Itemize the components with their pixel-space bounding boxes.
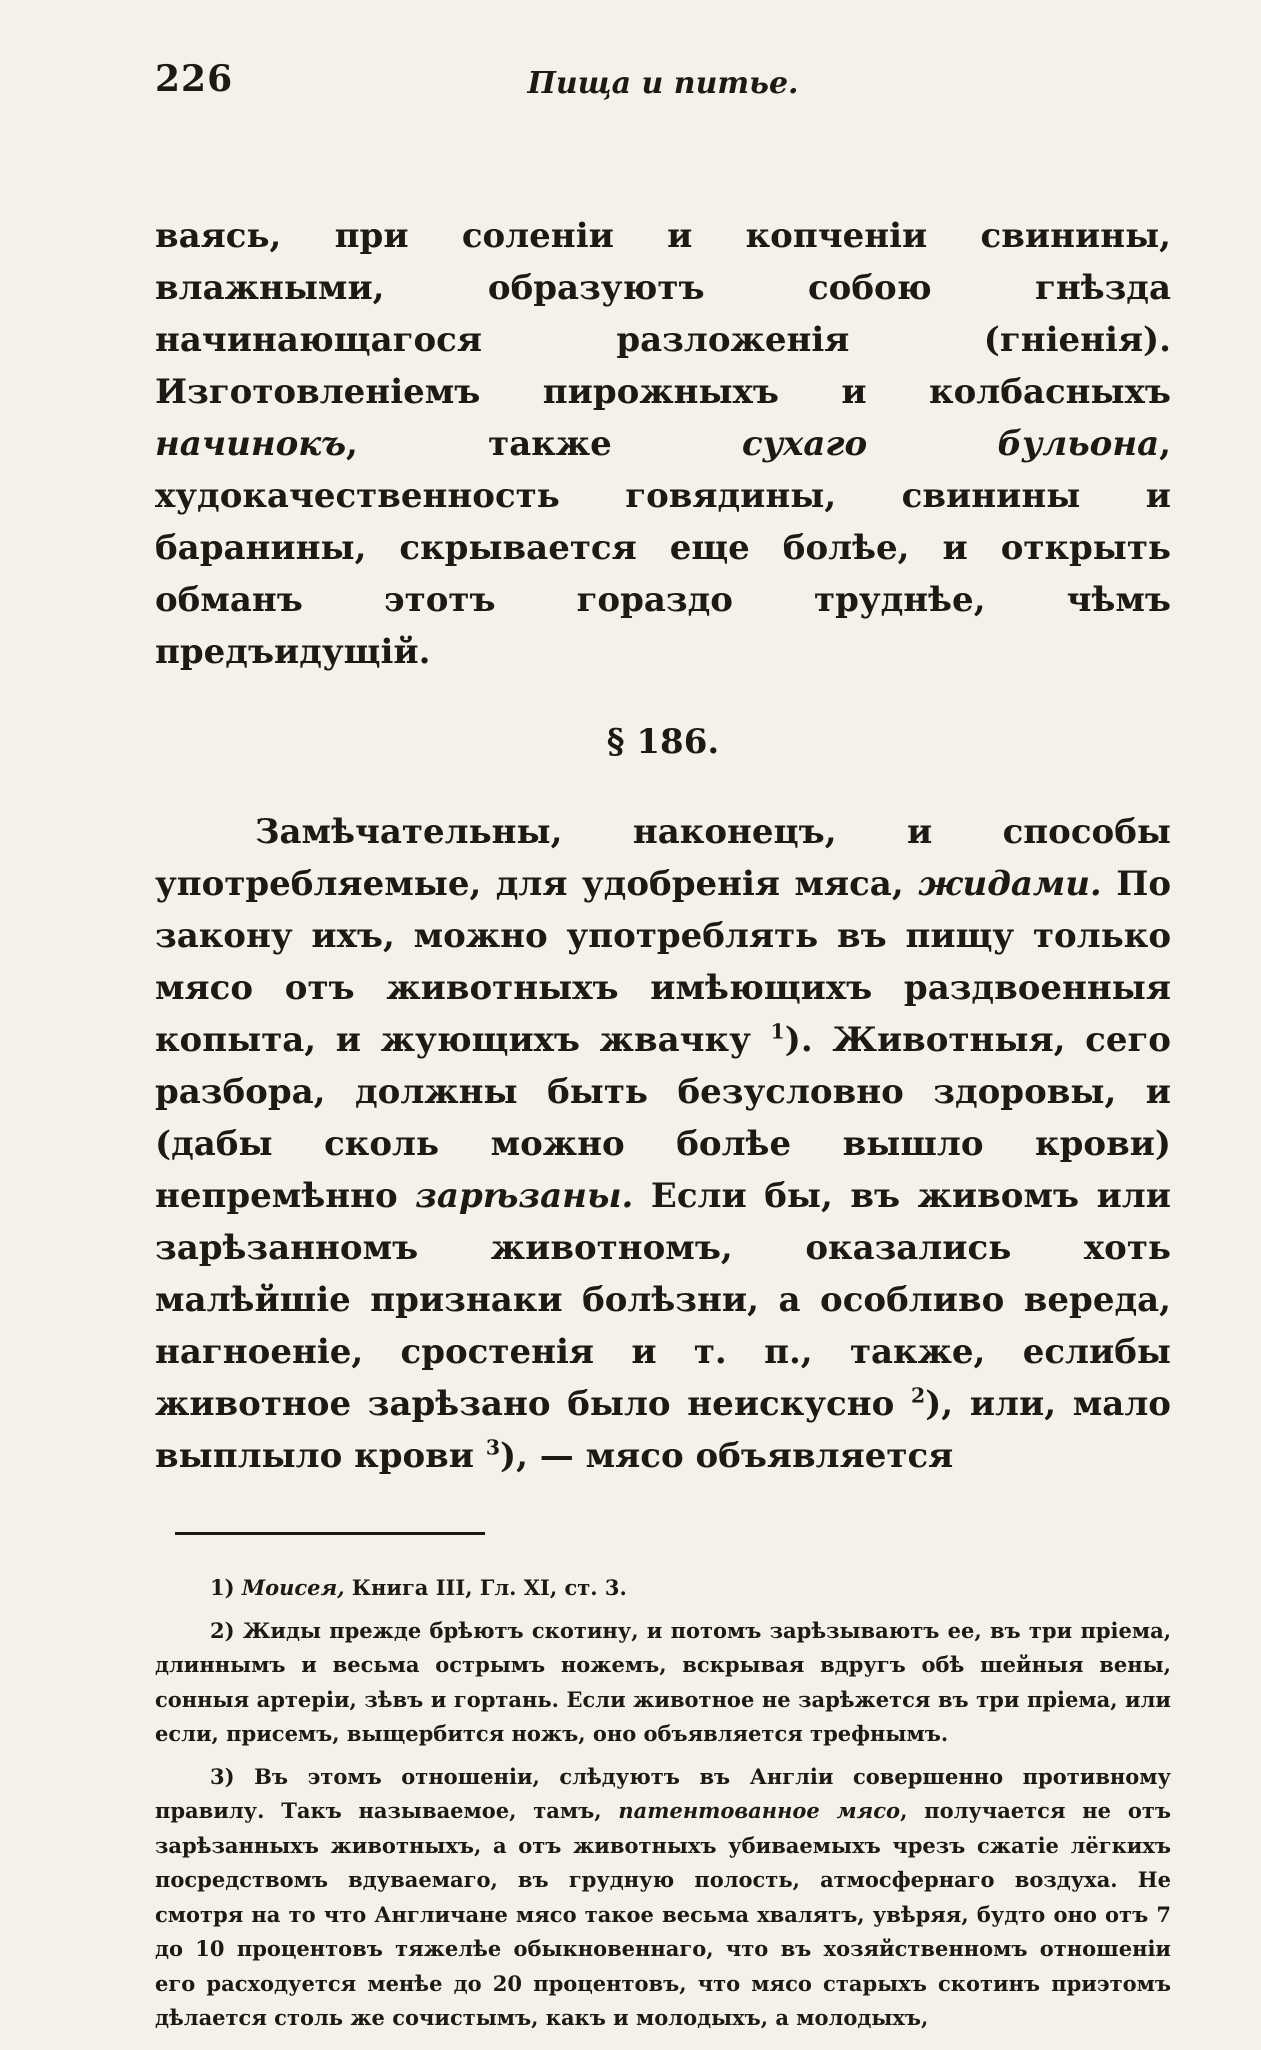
footnote-number: 1) — [210, 1575, 235, 1600]
page-number: 226 — [155, 58, 234, 100]
footnote-divider — [175, 1532, 485, 1535]
footnote-number: 2) — [210, 1617, 235, 1643]
running-title: Пища и питье. — [527, 66, 799, 101]
footnote-1 — [155, 1571, 1171, 1606]
book-page — [155, 58, 1172, 2030]
paragraph-text: ). Животныя, сего разбора, должны быть безусловно здоровы, и (дабы сколь можно болѣе вышло крови) непремѣнно — [155, 1020, 1171, 1216]
section-heading: § 186. — [606, 722, 720, 762]
footnote-text: , получается не отъ зарѣзанныхъ животныхъ, а отъ животныхъ убиваемыхъ чрезъ сжатіе лёгкихъ посредствомъ вдуваемаго, въ грудную полость, атмосфернаго воздуха. Не смотря на то что Англичане мясо такое весьма хвалятъ, увѣряя, будто оно отъ 7 до 10 процентовъ тяжелѣе обыкновеннаго, что въ хозяйственномъ отношеніи его расходуется менѣе до 20 процентовъ, что мясо старыхъ скотинъ приэтомъ дѣлается столь же сочистымъ, какъ и молодыхъ, а молодыхъ, — [155, 1798, 1171, 2030]
emphasis-jews: жидами. — [918, 864, 1102, 904]
footnote-ref-1: 1 — [770, 1019, 785, 1044]
paragraph-text: ), или, мало выплыло крови — [155, 1384, 1171, 1476]
footnote-2 — [155, 1614, 1171, 1752]
paragraph-text: Если бы, въ живомъ или зарѣзанномъ животномъ, оказались хоть малѣйшіе признаки болѣзни, а особливо вереда, нагноеніе, сростенія и т. п., также, еслибы животное зарѣзано было неискусно — [155, 1176, 1171, 1424]
footnote-3 — [155, 1760, 1171, 2036]
paragraph-text: , худокачественность говядины, свинины и баранины, скрывается еще болѣе, и открыть обманъ этотъ гораздо труднѣе, чѣмъ предъидущій. — [155, 424, 1171, 672]
emphasis-fillings: начинокъ — [155, 424, 347, 464]
paragraph-text: По закону ихъ, можно употреблять въ пищу только мясо отъ животныхъ имѣющихъ раздвоенныя копыта, и жующихъ жвачку — [155, 864, 1172, 1060]
footnote-number: 3) — [210, 1763, 235, 1789]
paragraph-text: , также — [346, 424, 743, 464]
paragraph-text: ваясь, при соленіи и копченіи свинины, влажными, образуютъ собою гнѣзда начинающагося разложенія (гніенія). Изготовленіемъ пирожныхъ и колбасныхъ — [155, 216, 1171, 412]
footnotes — [155, 1571, 1171, 2036]
footnote-emphasis: патентованное мясо — [618, 1798, 901, 1823]
footnote-ref-3: 3 — [485, 1435, 501, 1460]
footnote-text: Въ этомъ отношеніи, слѣдуютъ въ Англіи совершенно противному правилу. Такъ называемое, тамъ, — [155, 1763, 1171, 1823]
paragraph-section-186 — [155, 806, 1171, 1482]
footnote-text: Жиды прежде брѣютъ скотину, и потомъ зарѣзываютъ ее, въ три пріема, длиннымъ и весьма острымъ ножемъ, вскрывая вдругъ обѣ шейныя вены, сонныя артеріи, зѣвъ и гортань. Если животное не зарѣжется въ три пріема, или если, присемъ, выщербится ножъ, оно объявляется трефнымъ. — [155, 1617, 1171, 1746]
page-header — [155, 58, 1171, 118]
footnote-text: Книга III, Гл. XI, ст. 3. — [344, 1575, 627, 1600]
footnote-ref-2: 2 — [911, 1383, 926, 1408]
paragraph-text: ), — мясо объявляется — [500, 1436, 954, 1476]
paragraph-text: Замѣчательны, наконецъ, и способы употребляемые, для удобренія мяса, — [155, 812, 1171, 904]
body-text — [155, 210, 1171, 1482]
emphasis-slaughtered: зарѣзаны. — [415, 1176, 634, 1216]
paragraph-continued — [155, 210, 1171, 678]
footnote-emphasis: Моисея, — [241, 1575, 345, 1600]
emphasis-bouillon: сухаго бульона — [742, 424, 1160, 464]
